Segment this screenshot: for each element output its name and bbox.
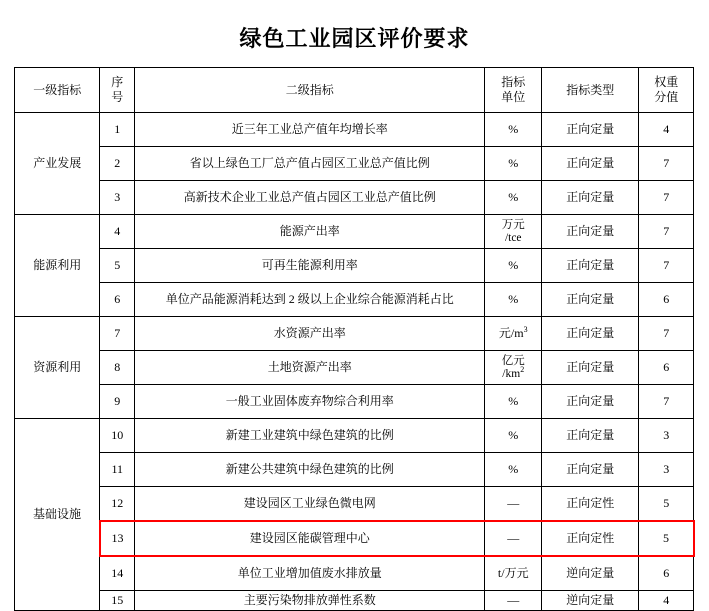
- table-row: [15, 385, 694, 419]
- table-row: [15, 283, 694, 317]
- row-score: 3: [639, 419, 694, 453]
- row-indicator: 能源产出率: [135, 215, 485, 249]
- table-row: [15, 215, 694, 249]
- header-type: 指标类型: [542, 68, 639, 113]
- row-unit: %: [485, 419, 542, 453]
- row-indicator: 新建公共建筑中绿色建筑的比例: [135, 453, 485, 487]
- row-score: 4: [639, 113, 694, 147]
- row-type: 正向定量: [542, 147, 639, 181]
- row-score: 5: [639, 521, 694, 556]
- row-number: 2: [100, 147, 135, 181]
- row-indicator: 水资源产出率: [135, 317, 485, 351]
- table-header: [15, 68, 694, 113]
- table-row: [15, 147, 694, 181]
- row-number: 10: [100, 419, 135, 453]
- row-type: 正向定量: [542, 249, 639, 283]
- row-score: 7: [639, 147, 694, 181]
- row-unit-denominator-base: /km: [502, 367, 521, 380]
- row-indicator: 土地资源产出率: [135, 351, 485, 385]
- row-score: 7: [639, 317, 694, 351]
- row-unit-exponent: 3: [523, 325, 528, 334]
- group-label-infrastructure: 基础设施: [15, 419, 100, 611]
- row-number: 13: [100, 521, 135, 556]
- row-score: 3: [639, 453, 694, 487]
- table-row: [15, 351, 694, 385]
- row-number: 8: [100, 351, 135, 385]
- row-indicator: 近三年工业总产值年均增长率: [135, 113, 485, 147]
- row-score: 7: [639, 249, 694, 283]
- group-label-industry: 产业发展: [15, 113, 100, 215]
- row-indicator: 新建工业建筑中绿色建筑的比例: [135, 419, 485, 453]
- row-type: 逆向定量: [542, 591, 639, 611]
- row-unit: t/万元: [485, 556, 542, 591]
- row-indicator: 建设园区能碳管理中心: [135, 521, 485, 556]
- row-number: 14: [100, 556, 135, 591]
- row-type: 正向定量: [542, 453, 639, 487]
- row-unit-denominator: [487, 364, 539, 381]
- row-unit: —: [485, 591, 542, 611]
- row-type: 正向定量: [542, 385, 639, 419]
- row-type: 正向定量: [542, 113, 639, 147]
- row-unit: %: [485, 147, 542, 181]
- table-row: [15, 591, 694, 611]
- row-unit-numerator: 亿元: [501, 354, 525, 367]
- row-score: 7: [639, 181, 694, 215]
- row-score: 6: [639, 283, 694, 317]
- table-body: [15, 113, 694, 611]
- row-type: 逆向定量: [542, 556, 639, 591]
- row-unit: —: [485, 487, 542, 522]
- table-row-highlighted: [15, 521, 694, 556]
- row-number: 12: [100, 487, 135, 522]
- row-score: 6: [639, 556, 694, 591]
- row-unit: —: [485, 521, 542, 556]
- row-type: 正向定性: [542, 521, 639, 556]
- row-number: 7: [100, 317, 135, 351]
- row-type: 正向定量: [542, 419, 639, 453]
- row-unit: [485, 351, 542, 385]
- row-number: 11: [100, 453, 135, 487]
- row-number: 1: [100, 113, 135, 147]
- row-unit: [485, 317, 542, 351]
- group-label-resource: 资源利用: [15, 317, 100, 419]
- table-row: [15, 556, 694, 591]
- header-number: 序 号: [100, 68, 135, 113]
- row-unit: %: [485, 249, 542, 283]
- row-number: 6: [100, 283, 135, 317]
- row-number: 4: [100, 215, 135, 249]
- row-indicator: 可再生能源利用率: [135, 249, 485, 283]
- row-indicator: 一般工业固体废弃物综合利用率: [135, 385, 485, 419]
- table-row: [15, 113, 694, 147]
- header-level2: 二级指标: [135, 68, 485, 113]
- table-row: [15, 181, 694, 215]
- row-score: 4: [639, 591, 694, 611]
- row-unit-base: 元/m: [498, 326, 524, 340]
- row-unit: %: [485, 181, 542, 215]
- table-row: [15, 453, 694, 487]
- row-unit: %: [485, 113, 542, 147]
- page-title: 绿色工业园区评价要求: [239, 26, 470, 51]
- row-type: 正向定量: [542, 215, 639, 249]
- row-unit-exponent: 2: [520, 364, 525, 374]
- row-unit: %: [485, 453, 542, 487]
- row-type: 正向定量: [542, 181, 639, 215]
- row-type: 正向定量: [542, 351, 639, 385]
- row-indicator: 单位产品能源消耗达到 2 级以上企业综合能源消耗占比: [135, 283, 485, 317]
- row-indicator: 高新技术企业工业总产值占园区工业总产值比例: [135, 181, 485, 215]
- row-type: 正向定量: [542, 283, 639, 317]
- table-row: [15, 249, 694, 283]
- header-value: 权重 分值: [639, 68, 694, 113]
- row-indicator: 主要污染物排放弹性系数: [135, 591, 485, 611]
- row-indicator: 建设园区工业绿色微电网: [135, 487, 485, 522]
- row-type: 正向定性: [542, 487, 639, 522]
- row-score: 7: [639, 215, 694, 249]
- row-score: 5: [639, 487, 694, 522]
- table-row: [15, 419, 694, 453]
- row-indicator: 单位工业增加值废水排放量: [135, 556, 485, 591]
- evaluation-requirements-table: [14, 67, 695, 611]
- header-level1: 一级指标: [15, 68, 100, 113]
- row-indicator: 省以上绿色工厂总产值占园区工业总产值比例: [135, 147, 485, 181]
- row-number: 5: [100, 249, 135, 283]
- row-number: 15: [100, 591, 135, 611]
- row-number: 3: [100, 181, 135, 215]
- row-number: 9: [100, 385, 135, 419]
- table-row: [15, 487, 694, 522]
- row-unit: %: [485, 385, 542, 419]
- header-unit: 指标 单位: [485, 68, 542, 113]
- group-label-energy: 能源利用: [15, 215, 100, 317]
- table-header-row: [15, 68, 694, 113]
- row-score: 6: [639, 351, 694, 385]
- row-type: 正向定量: [542, 317, 639, 351]
- table-row: [15, 317, 694, 351]
- row-unit-denominator: /tce: [504, 231, 522, 244]
- row-score: 7: [639, 385, 694, 419]
- row-unit: %: [485, 283, 542, 317]
- row-unit: [485, 215, 542, 249]
- row-unit-numerator: 万元: [501, 218, 525, 231]
